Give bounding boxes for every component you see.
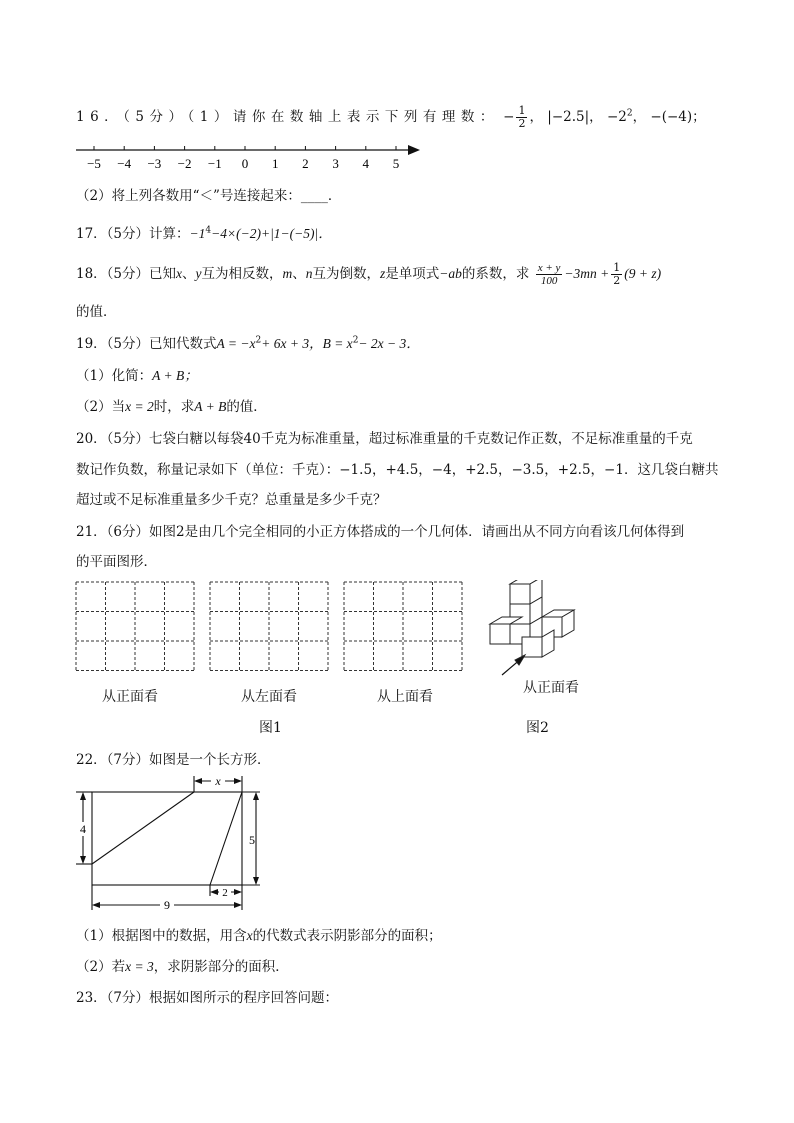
number-line-label: −2 [177,156,192,171]
q16-fraction [516,105,527,130]
number-line [74,140,426,176]
separator: ， [632,109,647,125]
q18-n: n [305,266,313,281]
q22-p1-pre: （1）根据图中的数据，用含 [76,928,247,944]
number-line-label: 1 [271,156,279,171]
arrow-head [515,655,525,665]
q23-line1: 23．（7分）根据如图所示的程序回答问题： [76,990,339,1006]
arrowhead [210,889,218,895]
q19-pre: 19．（5分）已知代数式 [76,336,217,352]
q19-A-exp: 2 [255,335,262,346]
q17-expr: −1 [189,226,206,241]
cube-face [490,624,510,644]
fig1-caption: 图1 [259,720,282,736]
dim-small-label: 2 [222,887,228,899]
q19-p2-x: x = 2 [125,399,154,414]
q18-y: y [195,266,202,281]
cube-back-right [542,610,574,637]
q19-line1 [76,332,420,352]
q18-fraction-1 [536,262,563,287]
q21-line1: 21．（6分）如图2是由几个完全相同的小正方体搭成的一个几何体．请画出从不同方向看该几何体得到 [76,524,685,540]
q16-frac-den: 2 [518,117,526,130]
q18-ab: −ab [439,266,462,281]
arrowhead [253,792,259,800]
q18-x: x [176,266,183,281]
q17-pre: 17．（5分）计算： [76,226,190,242]
grid-label-front: 从正面看 [102,689,158,705]
q22-p2-x: x = 3 [125,959,154,974]
q16-frac-sign: − [503,109,515,125]
q22-part1 [76,924,442,944]
shaded-line-left [92,792,194,864]
number-line-arrow [408,145,420,155]
number-line-label: 5 [392,156,400,171]
q22-p1-x: x [246,928,253,943]
q19-A-pre: A = −x [216,336,256,351]
q21-line2: 的平面图形． [76,554,157,570]
end-mark: ； [692,109,706,125]
q18-f2-den: 2 [613,274,621,287]
q18-z: z [380,266,386,281]
main-rectangle [92,792,242,885]
arrowhead [234,902,242,908]
dim-x-label: x [215,774,221,788]
q16-val-1: |−2.5| [547,109,590,125]
q19-p2-end: 的值． [226,399,267,415]
shaded-line-right [210,792,242,885]
q20-line2: 数记作负数，称量记录如下（单位：千克）：−1.5，+4.5，−4，+2.5，−3.5，+2.5，−1．这几袋白糖共 [76,462,719,478]
q19-B-exp: 2 [352,335,359,346]
q20-line3: 超过或不足标准重量多少千克？总重量是多少千克？ [76,492,387,508]
q18-t2: 、 [182,266,196,282]
q19-part1 [76,364,198,384]
q19-p1-expr: A + B； [152,368,198,383]
fig2-caption: 图2 [526,720,549,736]
q18-f1-den: 100 [540,275,558,287]
dashed-grids [76,582,462,671]
rectangle-figure [74,772,274,912]
dim-bottom-label: 9 [164,898,170,912]
q19-B-post: − 2x − 3． [358,336,420,351]
q18-t12: 的系数，求 [461,266,530,282]
arrow-label-front: 从正面看 [523,680,579,696]
q19-p1: （1）化简： [76,368,153,384]
q22-p1-post: 的代数式表示阴影部分的面积； [252,928,442,944]
q17-rest: −4×(−2)+|1−(−5)|． [211,226,332,241]
q18-m: m [282,266,293,281]
dim-right-label: 5 [249,833,255,847]
q16-part2: （2）将上列各数用“＜”号连接起来：____． [76,188,342,204]
q19-p2-pre: （2）当 [76,399,126,415]
exponent: 2 [626,108,633,119]
q22-part2 [76,955,289,975]
separator: ， [589,109,603,125]
number-line-label: −5 [87,156,101,171]
q18-t10: 是单项式 [385,266,440,282]
q21-grids [74,580,594,680]
grid-label-top: 从上面看 [377,689,433,705]
q18-tail: (9 + z) [624,266,662,281]
q18-line1 [76,262,661,287]
arrowhead [92,902,100,908]
q17 [76,222,332,242]
q17-exp: 4 [205,225,212,236]
number-line-label: −4 [117,156,132,171]
q16-frac-num: 1 [518,104,526,117]
q18-t8: 互为倒数， [312,266,381,282]
q22-line1: 22．（7分）如图是一个长方形． [76,752,271,768]
number-line-label: 0 [241,156,249,171]
q16-val-3: −(−4) [650,109,693,125]
q20-line1: 20．（5分）七袋白糖以每袋40千克为标准重量，超过标准重量的千克数记作正数，不足标准重量的千克 [76,431,693,447]
number-line-label: 3 [332,156,339,171]
q18-f1-num: x + y [537,262,561,274]
q16-line1 [76,105,706,130]
q18-pre: 18．（5分）已知 [76,266,177,282]
q22-p2-post: ，求阴影部分的面积． [153,959,289,975]
grid-label-left: 从左面看 [241,689,297,705]
q19-part2 [76,395,267,415]
q18-t4: 互为相反数， [201,266,283,282]
separator: ， [529,109,543,125]
arrowhead [234,889,242,895]
cube-face [510,584,530,604]
number-line-label: 4 [362,156,370,171]
cube-face [522,637,542,657]
number-line-label: 2 [302,156,309,171]
cube-figure [490,580,574,675]
q18-line2: 的值． [76,304,117,320]
q19-A-post: + 6x + 3， [261,336,323,351]
q19-p2-mid: 时，求 [153,399,195,415]
q16-val-2: −2 [606,109,627,125]
arrowhead [194,778,202,784]
q18-fraction-2 [611,262,622,287]
dim-left-label: 4 [80,822,86,836]
q16-text: 16．（5分）（1）请你在数轴上表示下列有理数： [76,109,499,125]
arrowhead [80,856,86,864]
number-line-label: −1 [207,156,222,171]
number-line-label: −3 [147,156,162,171]
q22-p2-pre: （2）若 [76,959,126,975]
q18-mid: −3mn + [564,266,610,281]
q19-p2-expr: A + B [194,399,227,414]
q18-f2-num: 1 [613,261,621,274]
arrowhead [80,792,86,800]
q18-t6: 、 [292,266,306,282]
arrowhead [234,778,242,784]
q19-B-pre: B = x [322,336,353,351]
arrowhead [253,877,259,885]
